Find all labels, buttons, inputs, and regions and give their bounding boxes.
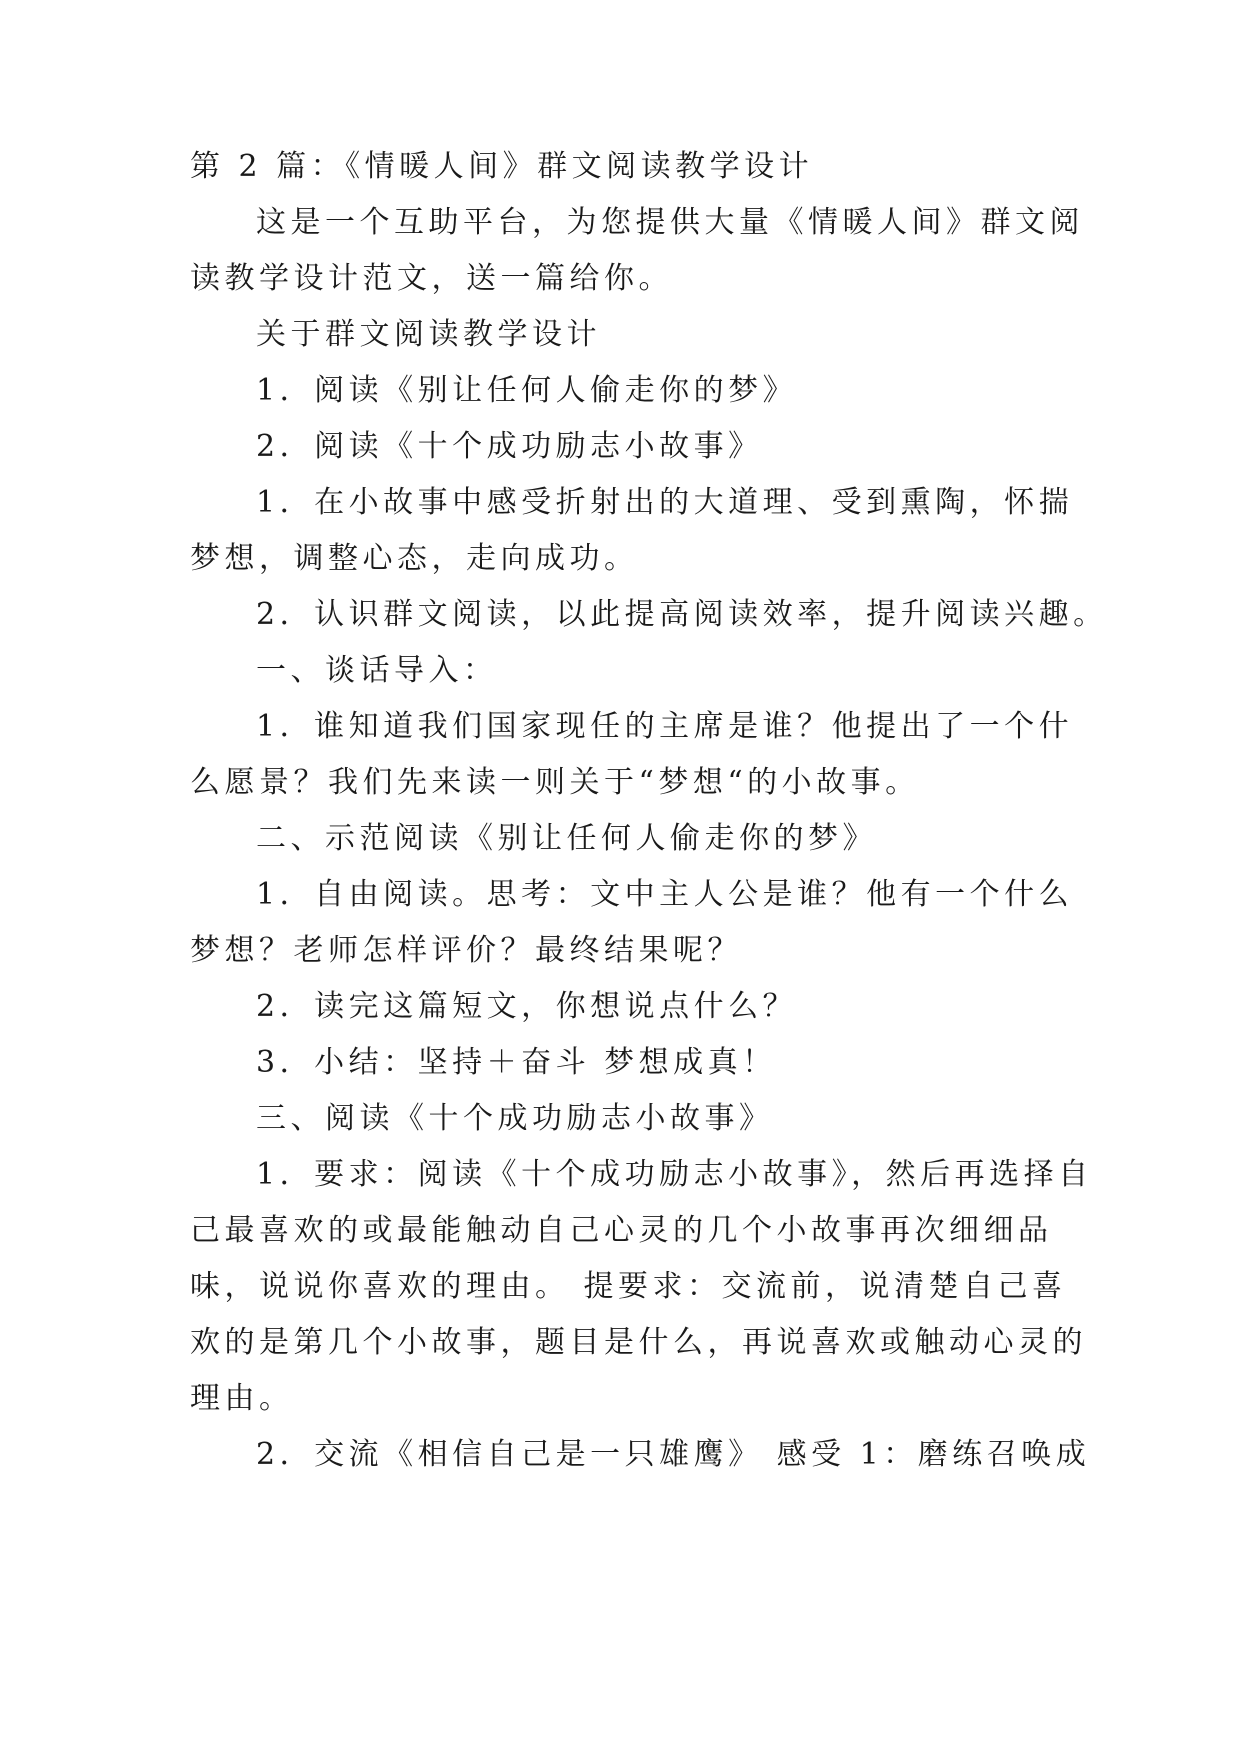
list-item: 3．小结：坚持＋奋斗 梦想成真！ xyxy=(256,1045,777,1080)
list-item: 2．交流《相信自己是一只雄鹰》 感受 1：磨练召唤成 xyxy=(256,1437,1091,1472)
paragraph-line: 己最喜欢的或最能触动自己心灵的几个小故事再次细细品 xyxy=(190,1213,1053,1248)
section-heading: 三、阅读《十个成功励志小故事》 xyxy=(256,1101,774,1136)
list-item: 1．谁知道我们国家现任的主席是谁？他提出了一个什 xyxy=(256,709,1074,744)
list-item: 1．在小故事中感受折射出的大道理、受到熏陶，怀揣 xyxy=(256,485,1074,520)
section-heading: 一、谈话导入： xyxy=(256,653,498,688)
list-item: 2．读完这篇短文，你想说点什么？ xyxy=(256,989,798,1024)
paragraph-line: 读教学设计范文，送一篇给你。 xyxy=(190,261,673,296)
section-heading: 关于群文阅读教学设计 xyxy=(256,317,601,352)
list-item: 2．认识群文阅读，以此提高阅读效率，提升阅读兴趣。 xyxy=(256,597,1108,632)
list-item: 1．自由阅读。思考：文中主人公是谁？他有一个什么 xyxy=(256,877,1074,912)
paragraph-line: 这是一个互助平台，为您提供大量《情暖人间》群文阅 xyxy=(256,205,1084,240)
section-heading: 二、示范阅读《别让任何人偷走你的梦》 xyxy=(256,821,877,856)
paragraph-line: 味，说说你喜欢的理由。 提要求：交流前，说清楚自己喜 xyxy=(190,1269,1067,1304)
paragraph-line: 么愿景？我们先来读一则关于“梦想“的小故事。 xyxy=(190,765,920,800)
paragraph-line: 欢的是第几个小故事，题目是什么，再说喜欢或触动心灵的 xyxy=(190,1325,1087,1360)
document-title: 第 2 篇：《情暖人间》群文阅读教学设计 xyxy=(190,149,814,184)
list-item: 1．要求：阅读《十个成功励志小故事》，然后再选择自 xyxy=(256,1157,1093,1192)
list-item: 2．阅读《十个成功励志小故事》 xyxy=(256,429,763,464)
paragraph-line: 理由。 xyxy=(190,1381,294,1416)
paragraph-line: 梦想，调整心态，走向成功。 xyxy=(190,541,639,576)
paragraph-line: 梦想？老师怎样评价？最终结果呢？ xyxy=(190,933,742,968)
list-item: 1．阅读《别让任何人偷走你的梦》 xyxy=(256,373,798,408)
